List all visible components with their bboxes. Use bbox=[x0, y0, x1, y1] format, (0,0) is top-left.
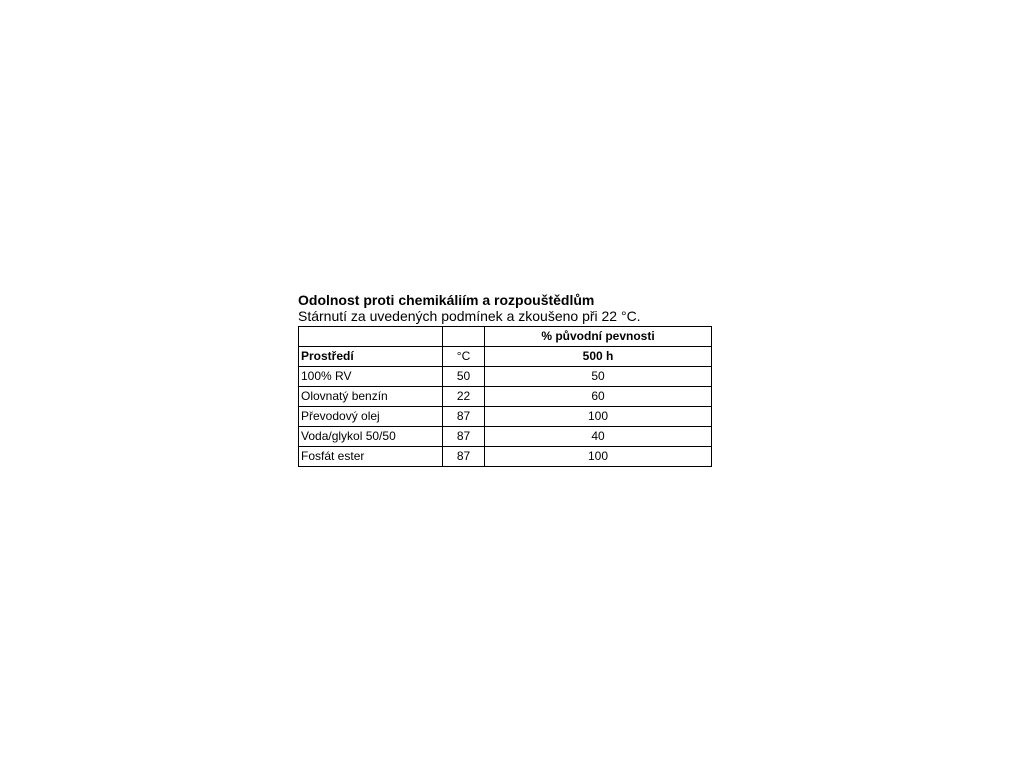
table-row bbox=[299, 427, 712, 447]
table-row bbox=[299, 447, 712, 467]
cell-temperature: 87 bbox=[443, 427, 485, 447]
cell-environment: 100% RV bbox=[299, 367, 443, 387]
cell-strength: 50 bbox=[485, 367, 712, 387]
cell-environment: Voda/glykol 50/50 bbox=[299, 427, 443, 447]
cell-strength: 100 bbox=[485, 407, 712, 427]
table-row bbox=[299, 387, 712, 407]
cell-temperature: 50 bbox=[443, 367, 485, 387]
empty-cell bbox=[299, 327, 443, 347]
table-header-row bbox=[299, 347, 712, 367]
header-duration: 500 h bbox=[485, 347, 712, 367]
empty-cell bbox=[443, 327, 485, 347]
table-row bbox=[299, 367, 712, 387]
cell-strength: 60 bbox=[485, 387, 712, 407]
cell-strength: 40 bbox=[485, 427, 712, 447]
cell-environment: Fosfát ester bbox=[299, 447, 443, 467]
table-row bbox=[299, 407, 712, 427]
cell-environment: Převodový olej bbox=[299, 407, 443, 427]
header-temperature: °C bbox=[443, 347, 485, 367]
header-environment: Prostředí bbox=[299, 347, 443, 367]
cell-temperature: 22 bbox=[443, 387, 485, 407]
cell-strength: 100 bbox=[485, 447, 712, 467]
document-subtitle: Stárnutí za uvedených podmínek a zkoušeno při 22 °C. bbox=[298, 308, 641, 324]
group-header-cell: % původní pevnosti bbox=[485, 327, 712, 347]
chemical-resistance-table bbox=[298, 326, 712, 467]
cell-temperature: 87 bbox=[443, 447, 485, 467]
table-group-header-row bbox=[299, 327, 712, 347]
cell-environment: Olovnatý benzín bbox=[299, 387, 443, 407]
cell-temperature: 87 bbox=[443, 407, 485, 427]
document-title: Odolnost proti chemikáliím a rozpouštědlům bbox=[298, 292, 595, 308]
document bbox=[298, 292, 712, 467]
